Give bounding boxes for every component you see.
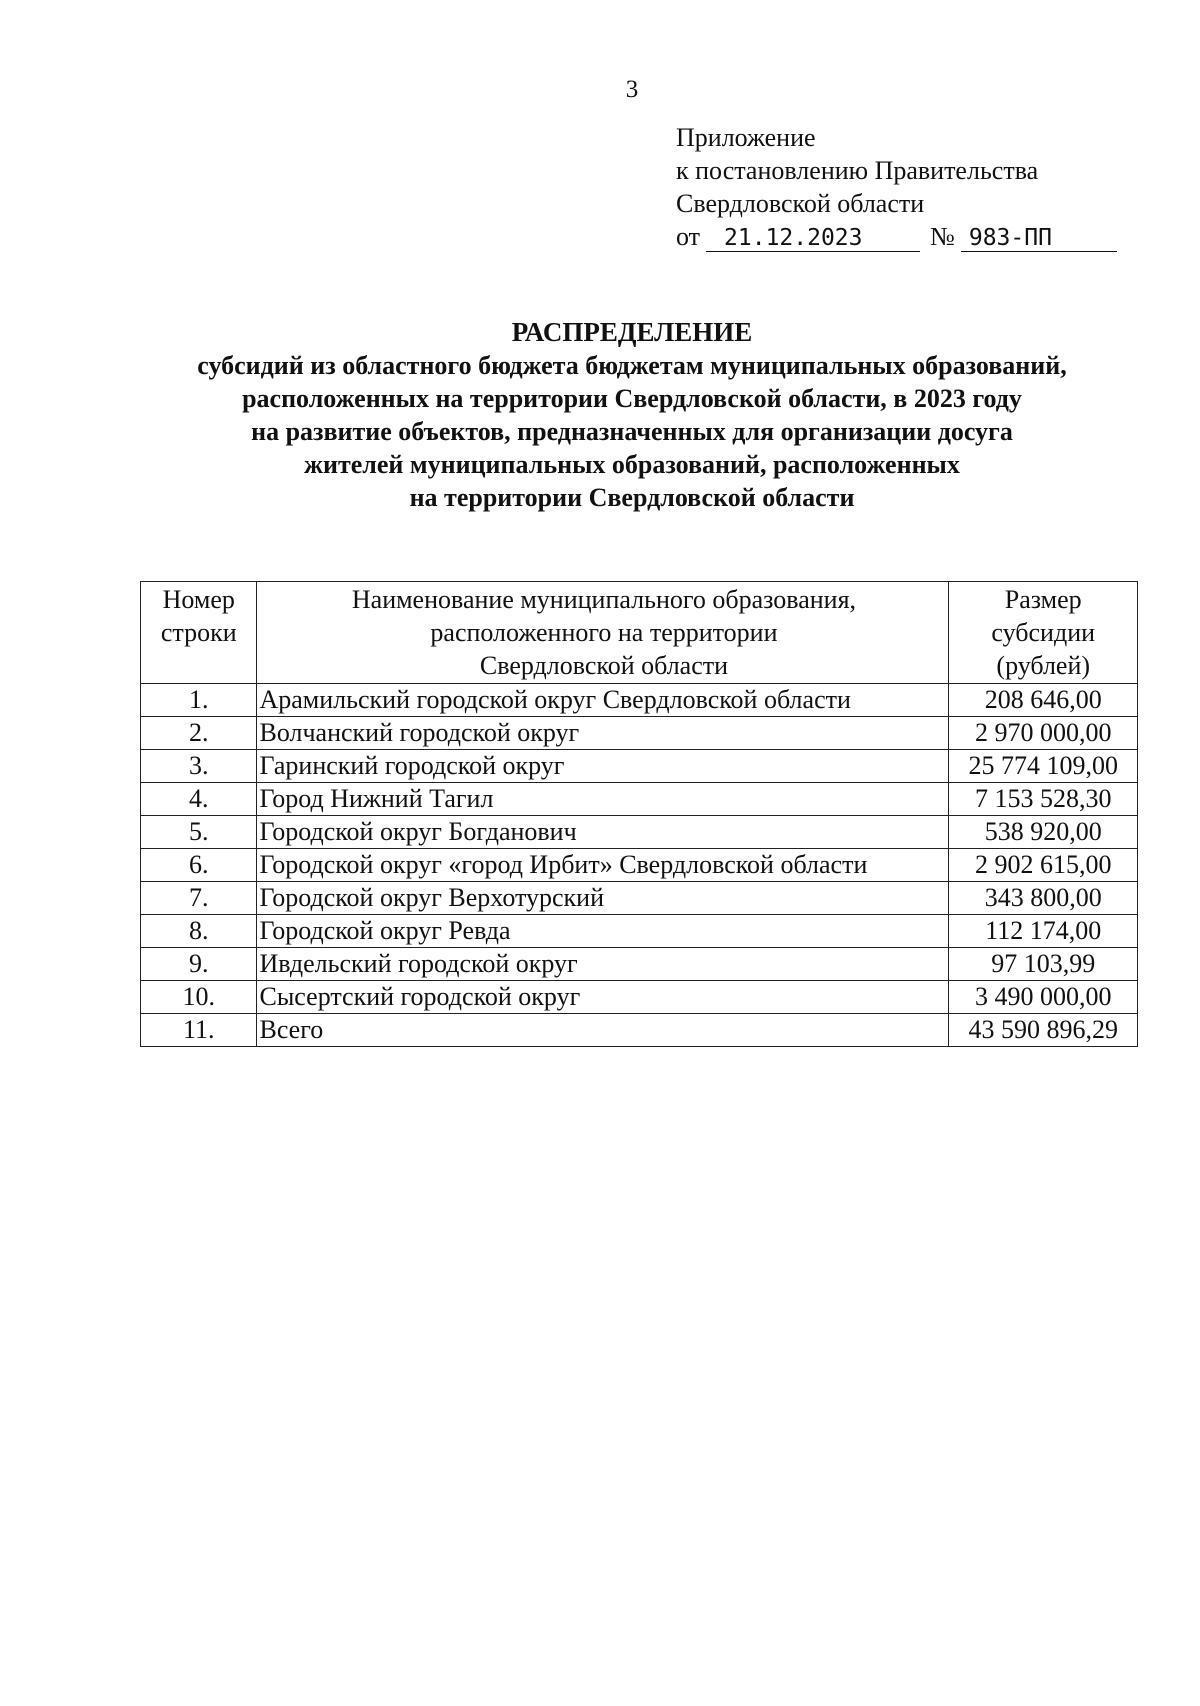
header-subsidy-amount: Размер субсидии (рублей)	[949, 582, 1138, 684]
total-amount: 43 590 896,29	[949, 1014, 1138, 1047]
table-row	[141, 816, 1138, 849]
municipality-name: Городской округ «город Ирбит» Свердловской области	[257, 849, 949, 882]
table-row	[141, 948, 1138, 981]
row-number: 3.	[141, 750, 257, 783]
row-number: 2.	[141, 717, 257, 750]
row-number: 6.	[141, 849, 257, 882]
municipality-name: Городской округ Ревда	[257, 915, 949, 948]
appendix-line-2: к постановлению Правительства	[676, 156, 1039, 185]
subsidy-amount: 97 103,99	[949, 948, 1138, 981]
total-label: Всего	[257, 1014, 949, 1047]
subsidy-amount: 208 646,00	[949, 684, 1138, 717]
document-title	[0, 316, 1200, 514]
resolution-date: 21.12.2023	[706, 225, 920, 252]
table-row	[141, 915, 1138, 948]
row-number: 8.	[141, 915, 257, 948]
title-line-1: субсидий из областного бюджета бюджетам муниципальных образований,	[197, 351, 1067, 380]
table-row	[141, 684, 1138, 717]
title-line-4: жителей муниципальных образований, расположенных	[304, 450, 960, 479]
municipality-name: Ивдельский городской округ	[257, 948, 949, 981]
title-line-3: на развитие объектов, предназначенных для организации досуга	[251, 417, 1013, 446]
subsidy-amount: 2 970 000,00	[949, 717, 1138, 750]
municipality-name: Гаринский городской округ	[257, 750, 949, 783]
appendix-header	[676, 121, 1117, 253]
header-row-number: Номер строки	[141, 582, 257, 684]
appendix-line-3: Свердловской области	[676, 189, 925, 218]
municipality-name: Город Нижний Тагил	[257, 783, 949, 816]
page-number: 3	[625, 76, 639, 103]
municipality-name: Городской округ Верхотурский	[257, 882, 949, 915]
row-number: 5.	[141, 816, 257, 849]
table-total-row	[141, 1014, 1138, 1047]
number-prefix: №	[930, 222, 955, 251]
subsidy-amount: 538 920,00	[949, 816, 1138, 849]
municipality-name: Городской округ Богданович	[257, 816, 949, 849]
subsidy-amount: 343 800,00	[949, 882, 1138, 915]
appendix-date-number-line	[676, 220, 1117, 253]
table-row	[141, 750, 1138, 783]
title-line-5: на территории Свердловской области	[409, 483, 855, 512]
subsidy-amount: 25 774 109,00	[949, 750, 1138, 783]
row-number: 10.	[141, 981, 257, 1014]
table-header-row	[141, 582, 1138, 684]
subsidy-amount: 2 902 615,00	[949, 849, 1138, 882]
subsidy-amount: 7 153 528,30	[949, 783, 1138, 816]
row-number: 1.	[141, 684, 257, 717]
row-number: 4.	[141, 783, 257, 816]
municipality-name: Сысертский городской округ	[257, 981, 949, 1014]
table-row	[141, 717, 1138, 750]
municipality-name: Арамильский городской округ Свердловской области	[257, 684, 949, 717]
header-municipality-name: Наименование муниципального образования, расположенного на территории Свердловской области	[257, 582, 949, 684]
table-row	[141, 849, 1138, 882]
row-number: 11.	[141, 1014, 257, 1047]
row-number: 7.	[141, 882, 257, 915]
appendix-line-1: Приложение	[676, 123, 816, 152]
table-row	[141, 981, 1138, 1014]
subsidy-amount: 3 490 000,00	[949, 981, 1138, 1014]
table-row	[141, 783, 1138, 816]
title-main: РАСПРЕДЕЛЕНИЕ	[511, 317, 753, 347]
subsidy-amount: 112 174,00	[949, 915, 1138, 948]
row-number: 9.	[141, 948, 257, 981]
resolution-number: 983-ПП	[961, 225, 1117, 252]
date-prefix: от	[676, 222, 701, 251]
table-row	[141, 882, 1138, 915]
title-line-2: расположенных на территории Свердловской области, в 2023 году	[242, 384, 1022, 413]
subsidy-distribution-table	[140, 581, 1138, 1047]
municipality-name: Волчанский городской округ	[257, 717, 949, 750]
